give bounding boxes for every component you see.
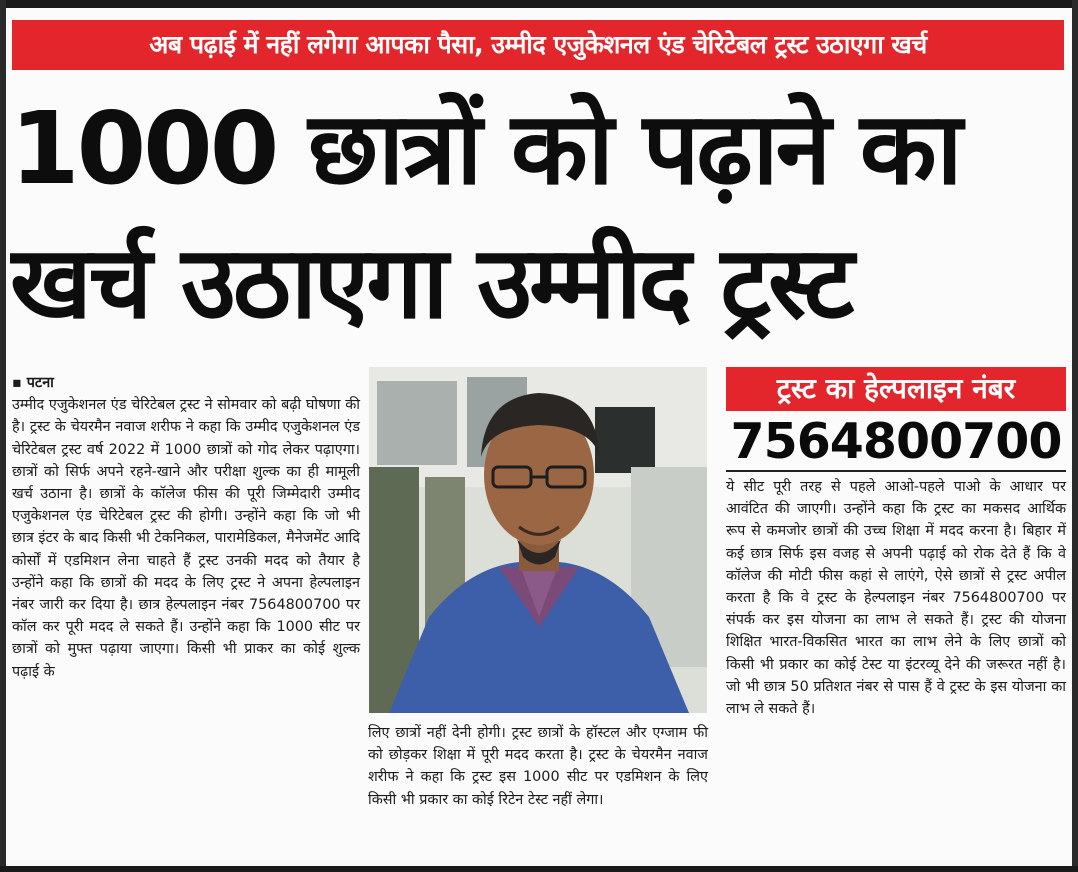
article-column-2: लिए छात्रों नहीं देनी होगी। ट्रस्ट छात्रों के हॉस्टल और एग्जाम फी को छोड़कर शिक्षा में पूरी मदद करता है। ट्रस्ट के चेयरमैन नवाज शरीफ ने कहा कि ट्रस्ट इस 1000 सीट पर एडमिशन के लिए किसी भी प्रकार का कोई रिटेन टेस्ट नहीं लेगा। [368,725,708,808]
headline-line-1: 1000 छात्रों को पढ़ाने का [10,90,960,207]
helpline-label: ट्रस्ट का हेल्पलाइन नंबर [726,367,1066,411]
helpline-number: 7564800700 [726,414,1066,472]
chairman-photo [369,367,707,713]
headline-line-2: खर्च उठाएगा उम्मीद ट्रस्ट [10,224,852,341]
article-column-1 [12,372,360,683]
kicker-banner: अब पढ़ाई में नहीं लगेगा आपका पैसा, उम्मीद एजुकेशनल एंड चेरिटेबल ट्रस्ट उठाएगा खर्च [12,20,1064,70]
top-border [0,0,1078,8]
left-border [0,0,6,872]
dateline: ▪ पटना [12,375,54,391]
headline [10,82,1070,350]
person-photo-illustration [369,367,707,713]
right-border [1072,0,1078,872]
column-1-text: उम्मीद एजुकेशनल एंड चेरिटेबल ट्रस्ट ने सोमवार को बढ़ी घोषणा की है। ट्रस्ट के चेयरमैन नवाज शरीफ ने कहा कि उम्मीद एजुकेशनल एंड चेरिटेबल ट्रस्ट वर्ष 2022 में 1000 छात्रों को गोद लेकर पढ़ाएगा। छात्रों को सिर्फ अपने रहने-खाने और परीक्षा शुल्क का ही मामूली खर्च उठाना है। छात्रों के कॉलेज फीस की पूरी जिम्मेदारी उम्मीद एजुकेशनल एंड चेरिटेबल ट्रस्ट की होगी। उन्होंने कहा कि जो भी छात्र इंटर के बाद किसी भी टेकनिकल, पारामेडिकल, मैनेजमेंट आदि कोर्सों में एडमिशन लेना चाहते हैं ट्रस्ट उनकी मदद को तैयार है उन्होंने कहा कि छात्रों की मदद के लिए ट्रस्ट ने अपना हेल्पलाइन नंबर जारी कर दिया है। छात्र हेल्पलाइन नंबर 7564800700 पर कॉल कर पूरी मदद ले सकते हैं। उन्होंने कहा कि 1000 सीट पर छात्रों को मुफ्त पढ़ाया जाएगा। किसी भी प्राकर का कोई शुल्क पढ़ाई के [12,397,360,680]
bottom-border [0,866,1078,872]
article-column-3: ये सीट पूरी तरह से पहले आओ-पहले पाओ के आधार पर आवंटित की जाएगी। उन्होंने कहा कि ट्रस्ट का मकसद आर्थिक रूप से कमजोर छात्रों की उच्च शिक्षा में मदद करना है। बिहार में कई छात्र सिर्फ इस वजह से अपनी पढ़ाई को रोक देते हैं कि वे कॉलेज की मोटी फीस कहां से लाएंगे, ऐसे छात्रों से ट्रस्ट अपील करता है कि वे ट्रस्ट के हेल्पलाइन नंबर 7564800700 पर संपर्क कर इस योजना का लाभ ले सकते हैं। ट्रस्ट की योजना शिक्षित भारत-विकसित भारत का लाभ लेने के लिए छात्रों को किसी भी प्रकार का कोई टेस्ट या इंटरव्यू देने की जरूरत नहीं है। जो भी छात्र 50 प्रतिशत नंबर से पास हैं वे ट्रस्ट के इस योजना का लाभ ले सकते हैं। [726,479,1066,718]
